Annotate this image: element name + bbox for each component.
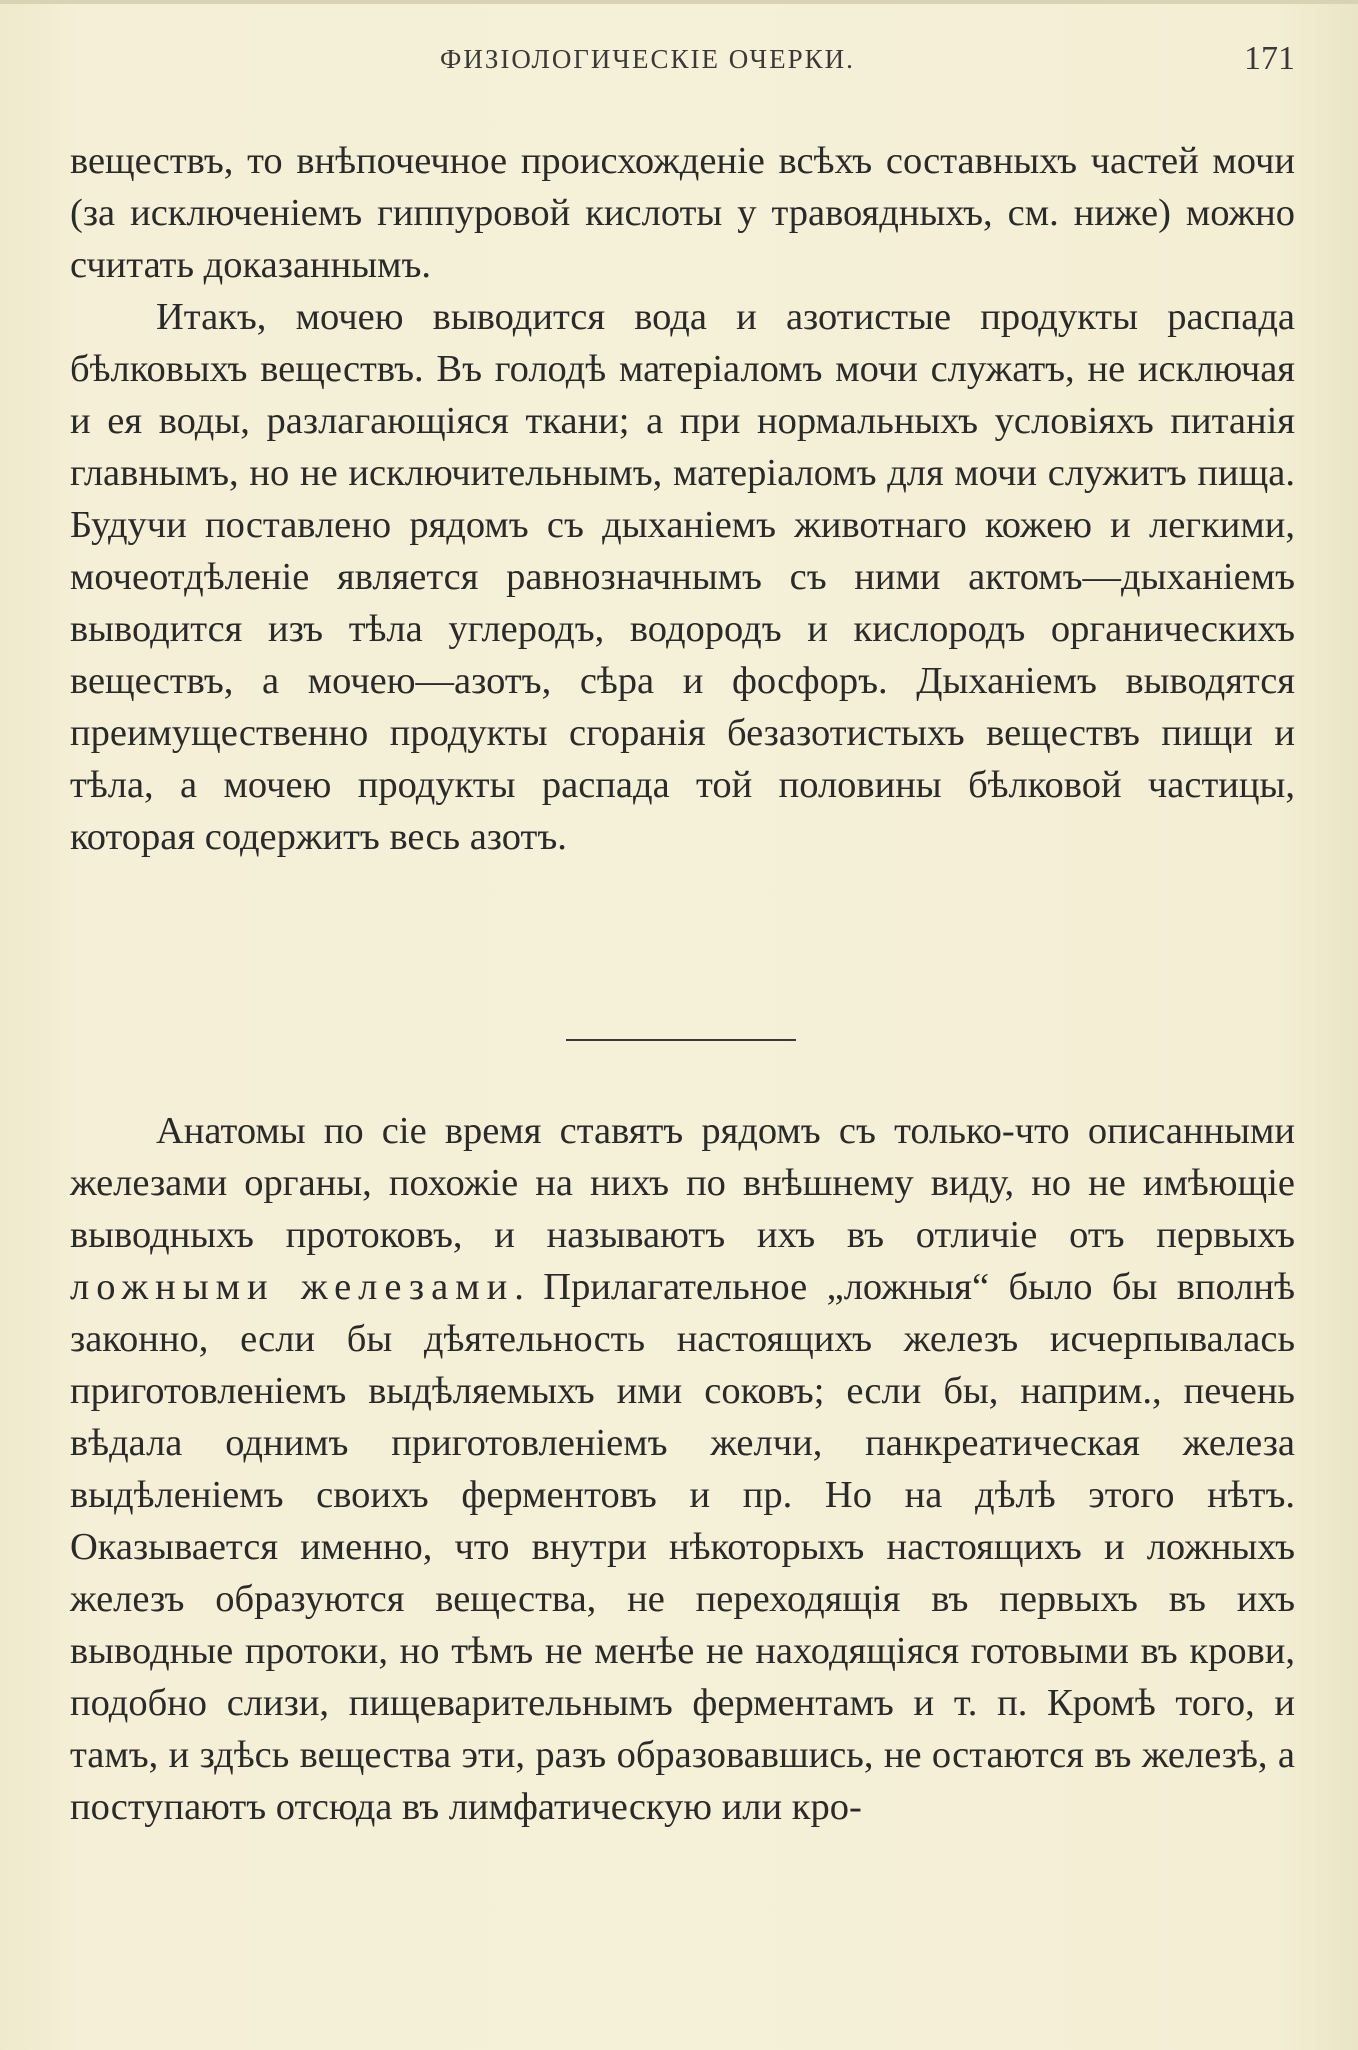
text-block-lower — [70, 1105, 1295, 1833]
running-title: ФИЗIОЛОГИЧЕСКIЕ ОЧЕРКИ. — [440, 44, 855, 74]
paragraph-text-start: Анатомы по сіе время ставятъ рядомъ съ только-что описанными железами органы, похожіе на нихъ по внѣшнему виду, но не имѣющіе выводныхъ протоковъ, и называютъ ихъ въ отличіе отъ первыхъ — [70, 1110, 1295, 1256]
page-number: 171 — [1244, 40, 1295, 77]
page-header — [440, 40, 1295, 84]
paragraph-text-rest: . Прилагательное „ложныя“ было бы вполнѣ законно, если бы дѣятельность настоящихъ железъ исчерпывалась приготовленіемъ выдѣляемыхъ ими соковъ; если бы, наприм., печень вѣдала однимъ приготовленіемъ желчи, панкреатическая железа выдѣленіемъ своихъ ферментовъ и пр. Но на дѣлѣ этого нѣтъ. Оказывается именно, что внутри нѣкоторыхъ настоящихъ и ложныхъ железъ образуются вещества, не переходящія въ первыхъ въ ихъ выводные протоки, но тѣмъ не менѣе не находящіяся готовыми въ крови, подобно слизи, пищеварительнымъ ферментамъ и т. п. Кромѣ того, и тамъ, и здѣсь вещества эти, разъ образовавшись, не остаются въ железѣ, а поступаютъ отсюда въ лимфатическую или кро- — [70, 1266, 1296, 1828]
paragraph-summary: Итакъ, мочею выводится вода и азотистые продукты распада бѣлковыхъ веществъ. Въ голодѣ матеріаломъ мочи служатъ, не исключая и ея воды, разлагающіяся ткани; а при нормальныхъ условіяхъ питанія главнымъ, но не исключительнымъ, матеріаломъ для мочи служитъ пища. Будучи поставлено рядомъ съ дыханіемъ животнаго кожею и легкими, мочеотдѣленіе является равнозначнымъ съ ними актомъ—дыханіемъ выводится изъ тѣла углеродъ, водородъ и кислородъ органическихъ веществъ, а мочею—азотъ, сѣра и фосфоръ. Дыханіемъ выводятся преимущественно продукты сгоранія безазотистыхъ веществъ пищи и тѣла, а мочею продукты распада той половины бѣлковой частицы, которая содержитъ весь азотъ. — [70, 296, 1295, 858]
paragraph-false-glands — [70, 1105, 1295, 1833]
emphasized-term: ложными железами — [70, 1266, 515, 1308]
text-block-upper — [70, 135, 1295, 863]
paragraph-continuation: веществъ, то внѣпочечное происхожденіе всѣхъ составныхъ частей мочи (за исключеніемъ гиппуровой кислоты у травоядныхъ, см. ниже) можно считать доказаннымъ. — [70, 140, 1295, 286]
top-edge-rule — [0, 0, 1358, 4]
section-separator-rule — [566, 1039, 796, 1041]
